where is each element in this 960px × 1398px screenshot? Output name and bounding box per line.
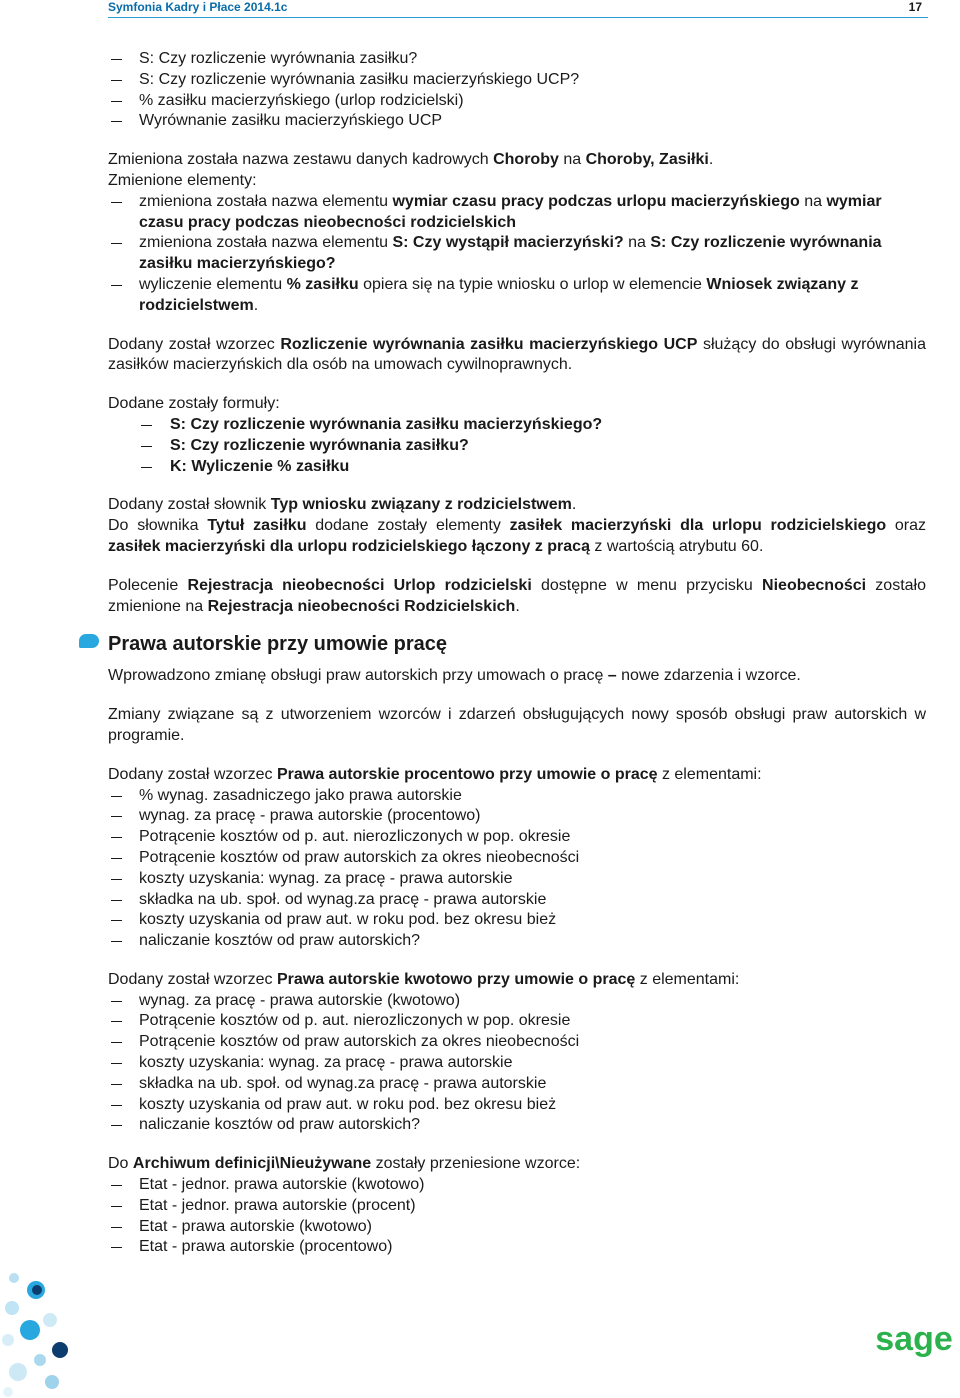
list-item: wynag. za pracę - prawa autorskie (procentowo)	[108, 806, 926, 827]
list-item: Potrącenie kosztów od p. aut. nierozliczonych w pop. okresie	[108, 1011, 926, 1032]
sage-logo	[874, 1318, 954, 1364]
speech-bubble-icon	[79, 634, 99, 648]
list-item: % wynag. zasadniczego jako prawa autorskie	[108, 786, 926, 807]
list-changed-elements	[108, 192, 926, 317]
paragraph-template-amount: Dodany został wzorzec Prawa autorskie kwotowo przy umowie o pracę z elementami:	[108, 970, 740, 988]
list-item: wyliczenie elementu % zasiłku opiera się na typie wniosku o urlop w elemencie Wniosek związany z rodzicielstwem.	[108, 275, 926, 317]
list-template-percent	[108, 786, 926, 952]
list-item: wynag. za pracę - prawa autorskie (kwotowo)	[108, 991, 926, 1012]
paragraph-added-formulas: Dodane zostały formuły:	[108, 395, 280, 413]
paragraph-copyright-changes: Zmiany związane są z utworzeniem wzorców i zdarzeń obsługujących nowy sposób obsługi praw autorskich w programie.	[108, 706, 926, 744]
list-item: Etat - prawa autorskie (kwotowo)	[108, 1217, 926, 1238]
paragraph-added-dictionary: Dodany został słownik Typ wniosku związany z rodzicielstwem.	[108, 496, 577, 514]
list-item: koszty uzyskania: wynag. za pracę - prawa autorskie	[108, 869, 926, 890]
list-item: składka na ub. społ. od wynag.za pracę - prawa autorskie	[108, 890, 926, 911]
svg-text:sage: sage	[875, 1320, 953, 1358]
list-item: koszty uzyskania: wynag. za pracę - prawa autorskie	[108, 1053, 926, 1074]
paragraph-archive: Do Archiwum definicji\Nieużywane zostały przeniesione wzorce:	[108, 1155, 581, 1173]
decorative-dots	[0, 1268, 80, 1398]
list-item: Wyrównanie zasiłku macierzyńskiego UCP	[108, 111, 926, 132]
list-item: S: Czy rozliczenie wyrównania zasiłku macierzyńskiego UCP?	[108, 70, 926, 91]
list-item: Etat - jednor. prawa autorskie (kwotowo)	[108, 1175, 926, 1196]
page-number: 17	[908, 0, 922, 14]
section-heading-row	[108, 632, 926, 658]
list-formulas	[108, 415, 926, 477]
list-archived-templates	[108, 1175, 926, 1258]
list-item: zmieniona została nazwa elementu S: Czy wystąpił macierzyński? na S: Czy rozliczenie wyrównania zasiłku macierzyńskiego?	[108, 233, 926, 275]
document-body	[108, 49, 926, 1258]
paragraph-command-renamed: Polecenie Rejestracja nieobecności Urlop rodzicielski dostępne w menu przycisku Nieobecności zostało zmienione na Rejestracja nieobecności Rodzicielskich.	[108, 576, 927, 615]
list-item: S: Czy rozliczenie wyrównania zasiłku?	[108, 436, 926, 457]
header-title: Symfonia Kadry i Płace 2014.1c	[108, 0, 288, 14]
paragraph-added-template: Dodany został wzorzec Rozliczenie wyrównania zasiłku macierzyńskiego UCP służący do obsługi wyrównania zasiłków macierzyńskich dla osób na umowach cywilnoprawnych.	[108, 335, 927, 374]
paragraph-dictionary-elements: Do słownika Tytuł zasiłku dodane zostały elementy zasiłek macierzyński dla urlopu rodzicielskiego oraz zasiłek macierzyński dla urlopu rodzicielskiego łączony z pracą z wartością atrybutu 60.	[108, 517, 927, 555]
paragraph-changed-elements: Zmienione elementy:	[108, 171, 257, 189]
paragraph-template-percent: Dodany został wzorzec Prawa autorskie procentowo przy umowie o pracę z elementami:	[108, 765, 762, 783]
list-item: S: Czy rozliczenie wyrównania zasiłku macierzyńskiego?	[108, 415, 926, 436]
list-item: koszty uzyskania od praw aut. w roku pod. bez okresu bież	[108, 1095, 926, 1116]
page-header	[108, 0, 928, 18]
paragraph-dataset-rename: Zmieniona została nazwa zestawu danych kadrowych Choroby na Choroby, Zasiłki.	[108, 151, 714, 169]
list-item: naliczanie kosztów od praw autorskich?	[108, 931, 926, 952]
list-item: Potrącenie kosztów od praw autorskich za okres nieobecności	[108, 848, 926, 869]
list-item: Potrącenie kosztów od p. aut. nierozliczonych w pop. okresie	[108, 827, 926, 848]
list-item: Etat - jednor. prawa autorskie (procent)	[108, 1196, 926, 1217]
list-item: K: Wyliczenie % zasiłku	[108, 457, 926, 478]
list-item: zmieniona została nazwa elementu wymiar czasu pracy podczas urlopu macierzyńskiego na wymiar czasu pracy podczas nieobecności rodzicielskich	[108, 192, 926, 234]
list-item: S: Czy rozliczenie wyrównania zasiłku?	[108, 49, 926, 70]
list-item: koszty uzyskania od praw aut. w roku pod. bez okresu bież	[108, 910, 926, 931]
list-elements-1	[108, 49, 926, 132]
list-item: % zasiłku macierzyńskiego (urlop rodzicielski)	[108, 91, 926, 112]
list-item: składka na ub. społ. od wynag.za pracę - prawa autorskie	[108, 1074, 926, 1095]
list-item: Etat - prawa autorskie (procentowo)	[108, 1237, 926, 1258]
paragraph-copyright-intro: Wprowadzono zmianę obsługi praw autorskich przy umowach o pracę – nowe zdarzenia i wzorce.	[108, 667, 801, 685]
list-item: naliczanie kosztów od praw autorskich?	[108, 1115, 926, 1136]
list-item: Potrącenie kosztów od praw autorskich za okres nieobecności	[108, 1032, 926, 1053]
section-heading: Prawa autorskie przy umowie pracę	[108, 633, 448, 656]
list-template-amount	[108, 991, 926, 1137]
